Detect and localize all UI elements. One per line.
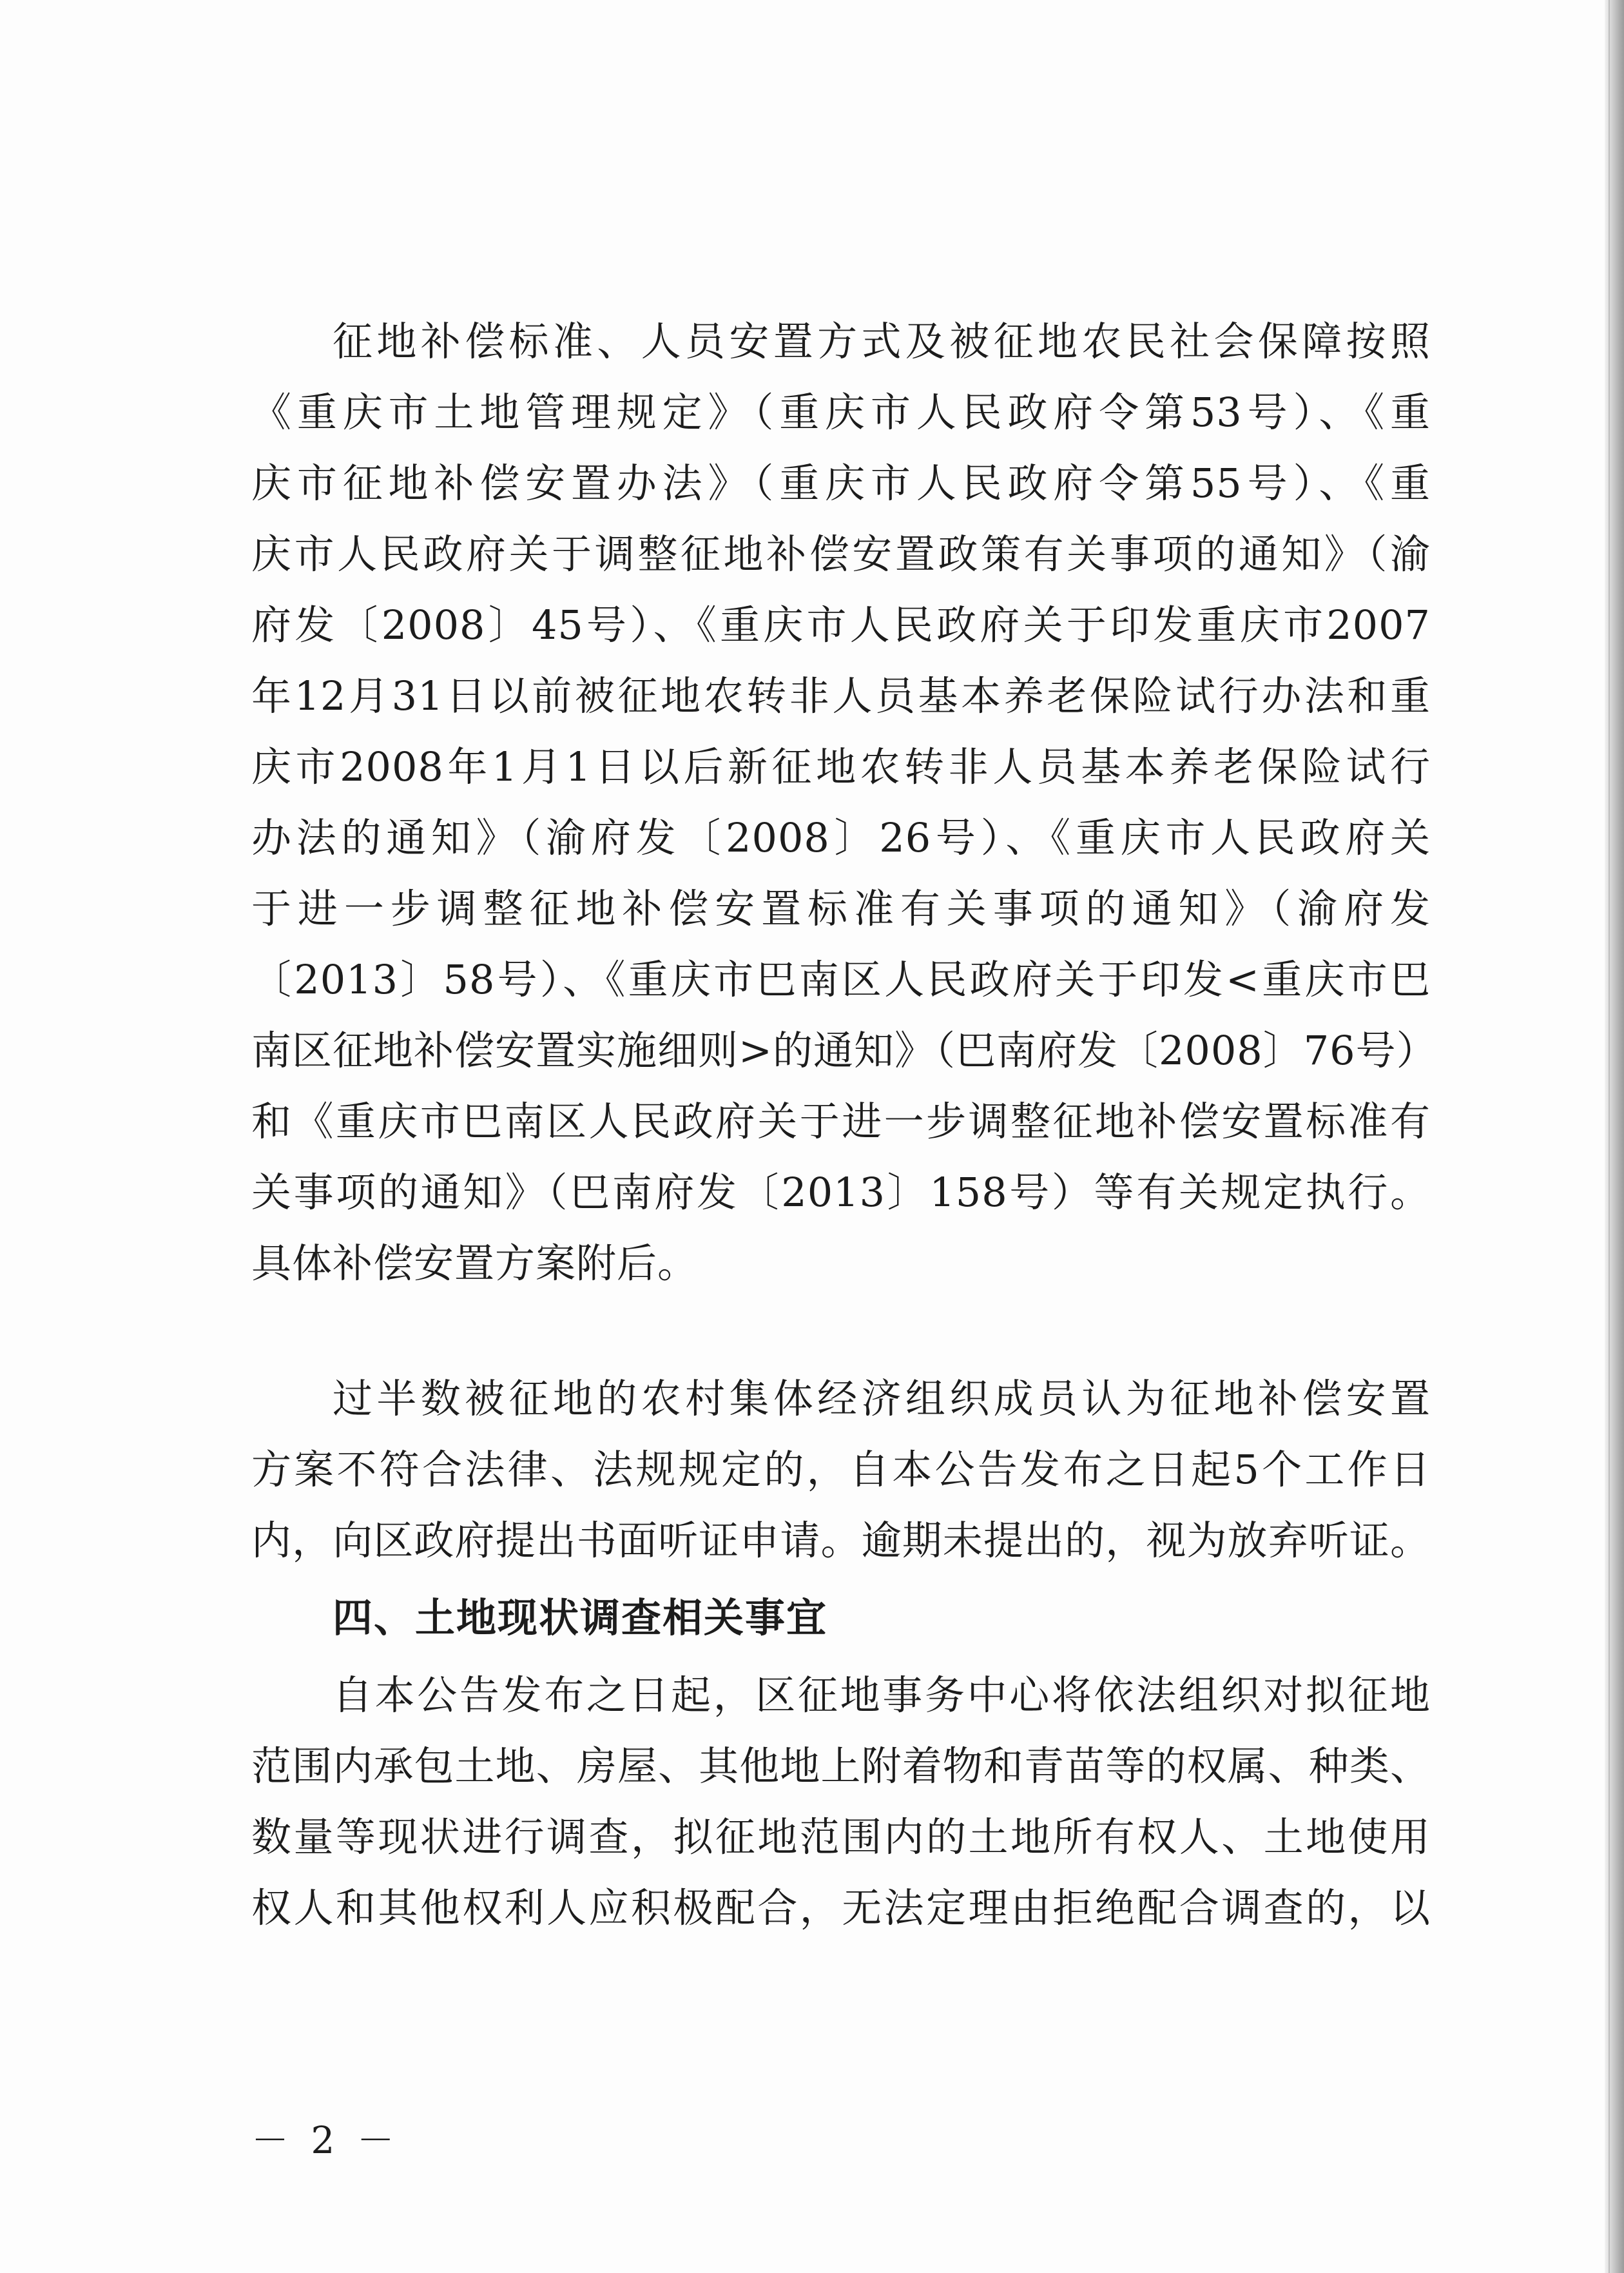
paragraph-1-line-8: 办法的通知》（渝府发〔2008〕26号）、《重庆市人民政府关 <box>251 814 1431 861</box>
paragraph-3-line-3: 数量等现状进行调查，拟征地范围内的土地所有权人、土地使用 <box>251 1813 1431 1860</box>
paragraph-1-line-6: 年12月31日以前被征地农转非人员基本养老保险试行办法和重 <box>251 672 1431 719</box>
paragraph-3-line-4: 权人和其他权利人应积极配合，无法定理由拒绝配合调查的，以 <box>251 1884 1431 1931</box>
scan-edge-line <box>1609 0 1610 2273</box>
paragraph-1-line-10: 〔2013〕58号）、《重庆市巴南区人民政府关于印发<重庆市巴 <box>251 956 1431 1003</box>
paragraph-1-line-9: 于进一步调整征地补偿安置标准有关事项的通知》（渝府发 <box>251 885 1431 932</box>
paragraph-1-line-5: 府发〔2008〕45号）、《重庆市人民政府关于印发重庆市2007 <box>251 601 1431 649</box>
paragraph-1-line-4: 庆市人民政府关于调整征地补偿安置政策有关事项的通知》（渝 <box>251 531 1431 578</box>
paragraph-1-line-12: 和《重庆市巴南区人民政府关于进一步调整征地补偿安置标准有 <box>251 1098 1431 1145</box>
paragraph-2-line-1: 过半数被征地的农村集体经济组织成员认为征地补偿安置 <box>333 1375 1431 1422</box>
paragraph-1-line-7: 庆市2008年1月1日以后新征地农转非人员基本养老保险试行 <box>251 743 1431 790</box>
paragraph-3-line-2: 范围内承包土地、房屋、其他地上附着物和青苗等的权属、种类、 <box>251 1742 1431 1790</box>
paragraph-1-line-1: 征地补偿标准、人员安置方式及被征地农民社会保障按照 <box>333 318 1431 365</box>
paragraph-3-line-1: 自本公告发布之日起，区征地事务中心将依法组织对拟征地 <box>333 1672 1431 1719</box>
paragraph-2-line-3: 内，向区政府提出书面听证申请。逾期未提出的，视为放弃听证。 <box>251 1517 1431 1564</box>
paragraph-1-line-11: 南区征地补偿安置实施细则>的通知》（巴南府发〔2008〕76号） <box>251 1027 1437 1074</box>
paragraph-1-line-2: 《重庆市土地管理规定》（重庆市人民政府令第53号）、《重 <box>251 389 1431 436</box>
scan-edge-shadow <box>1605 0 1624 2273</box>
paragraph-1-line-14: 具体补偿安置方案附后。 <box>251 1240 699 1287</box>
page-number: － 2 － <box>251 2118 400 2162</box>
paragraph-2-line-2: 方案不符合法律、法规规定的，自本公告发布之日起5个工作日 <box>251 1446 1431 1493</box>
section-heading: 四、土地现状调查相关事宜 <box>333 1594 828 1641</box>
paragraph-1-line-13: 关事项的通知》（巴南府发〔2013〕158号）等有关规定执行。 <box>251 1169 1431 1216</box>
paragraph-1-line-3: 庆市征地补偿安置办法》（重庆市人民政府令第55号）、《重 <box>251 460 1431 507</box>
